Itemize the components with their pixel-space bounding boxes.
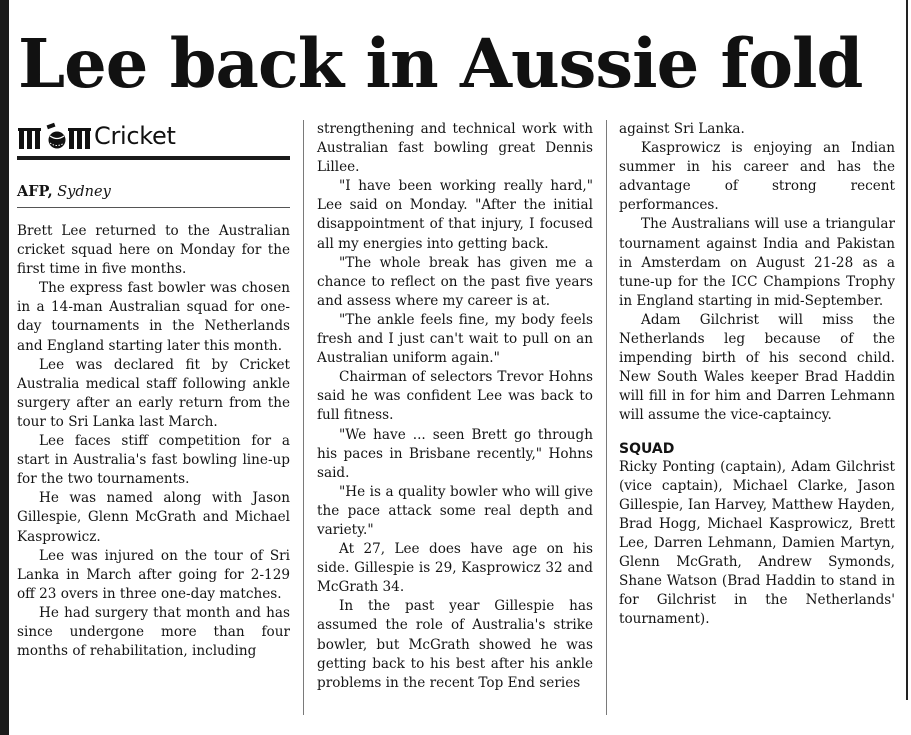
body-paragraph: The express fast bowler was chosen in a 14-man Australian squad for one-day tournaments in the Netherlands and England starting later this month. xyxy=(17,280,290,354)
squad-list: Ricky Ponting (captain), Adam Gilchrist (vice captain), Michael Clarke, Jason Gillespie, Ian Harvey, Matthew Hayden, Brad Hogg, Michael Kasprowicz, Brett Lee, Darren Lehmann, Damien Martyn, Glenn McGrath, Andrew Symonds, Shane Watson (Brad Haddin to stand in for Gilchrist in the Netherlands' tournament). xyxy=(619,458,895,628)
body-paragraph: Kasprowicz is enjoying an Indian summer in his career and has the advantage of strong recent performances. xyxy=(619,140,895,214)
column-3 xyxy=(619,120,895,629)
right-border-rule xyxy=(906,0,908,700)
body-paragraph: Adam Gilchrist will miss the Netherlands leg because of the impending birth of his second child. New South Wales keeper Brad Haddin will fill in for him and Darren Lehmann will assume the vice-captaincy. xyxy=(619,311,895,424)
cricket-icon xyxy=(17,122,91,152)
body-paragraph: Lee was injured on the tour of Sri Lanka in March after going for 2-129 off 23 overs in three one-day matches. xyxy=(17,547,290,602)
body-paragraph: "The ankle feels fine, my body feels fresh and I just can't wait to pull on an Australian uniform again." xyxy=(317,311,593,367)
body-paragraph: Chairman of selectors Trevor Hohns said he was confident Lee was back to full fitness. xyxy=(317,369,593,424)
body-paragraph: He was named along with Jason Gillespie, Glenn McGrath and Michael Kasprowicz. xyxy=(17,490,290,545)
body-paragraph: Lee faces stiff competition for a start in Australia's fast bowling line-up for the two tournaments. xyxy=(17,433,290,488)
body-paragraph: He had surgery that month and has since undergone more than four months of rehabilitation, including xyxy=(17,604,290,660)
section-header xyxy=(17,120,290,154)
byline xyxy=(17,182,290,202)
page-edge-bar xyxy=(0,0,9,735)
section-label: Cricket xyxy=(94,122,176,151)
body-paragraph: "He is a quality bowler who will give the pace attack some real depth and variety." xyxy=(317,483,593,538)
body-paragraph: At 27, Lee does have age on his side. Gillespie is 29, Kasprowicz 32 and McGrath 34. xyxy=(317,541,593,596)
column-2 xyxy=(317,120,593,693)
section-rule xyxy=(17,156,290,160)
headline: Lee back in Aussie fold xyxy=(18,24,863,103)
body-paragraph: "I have been working really hard," Lee said on Monday. "After the initial disappointment of that injury, I focused all my energies into getting back. xyxy=(317,178,593,252)
body-paragraph: "We have ... seen Brett go through his paces in Brisbane recently," Hohns said. xyxy=(317,426,593,481)
byline-agency: AFP, xyxy=(17,183,53,200)
body-paragraph: strengthening and technical work with Australian fast bowling great Dennis Lillee. xyxy=(317,121,593,176)
byline-place: Sydney xyxy=(57,184,111,200)
body-paragraph: "The whole break has given me a chance to reflect on the past five years and assess where my career is at. xyxy=(317,254,593,309)
body-paragraph: In the past year Gillespie has assumed the role of Australia's strike bowler, but McGrath showed he was getting back to his best after his ankle problems in the recent Top End series xyxy=(317,598,593,691)
column-divider xyxy=(303,120,304,715)
byline-rule xyxy=(17,207,290,208)
body-paragraph: against Sri Lanka. xyxy=(619,121,745,137)
body-paragraph: Lee was declared fit by Cricket Australia medical staff following ankle surgery after an early return from the tour to Sri Lanka last March. xyxy=(17,356,290,430)
column-divider xyxy=(606,120,607,715)
column-1 xyxy=(17,120,290,661)
body-paragraph: Brett Lee returned to the Australian cricket squad here on Monday for the first time in five months. xyxy=(17,223,290,278)
body-paragraph: The Australians will use a triangular tournament against India and Pakistan in Amsterdam on August 21-28 as a tune-up for the ICC Champions Trophy in England starting in mid-September. xyxy=(619,216,895,309)
squad-heading: SQUAD xyxy=(619,440,675,457)
